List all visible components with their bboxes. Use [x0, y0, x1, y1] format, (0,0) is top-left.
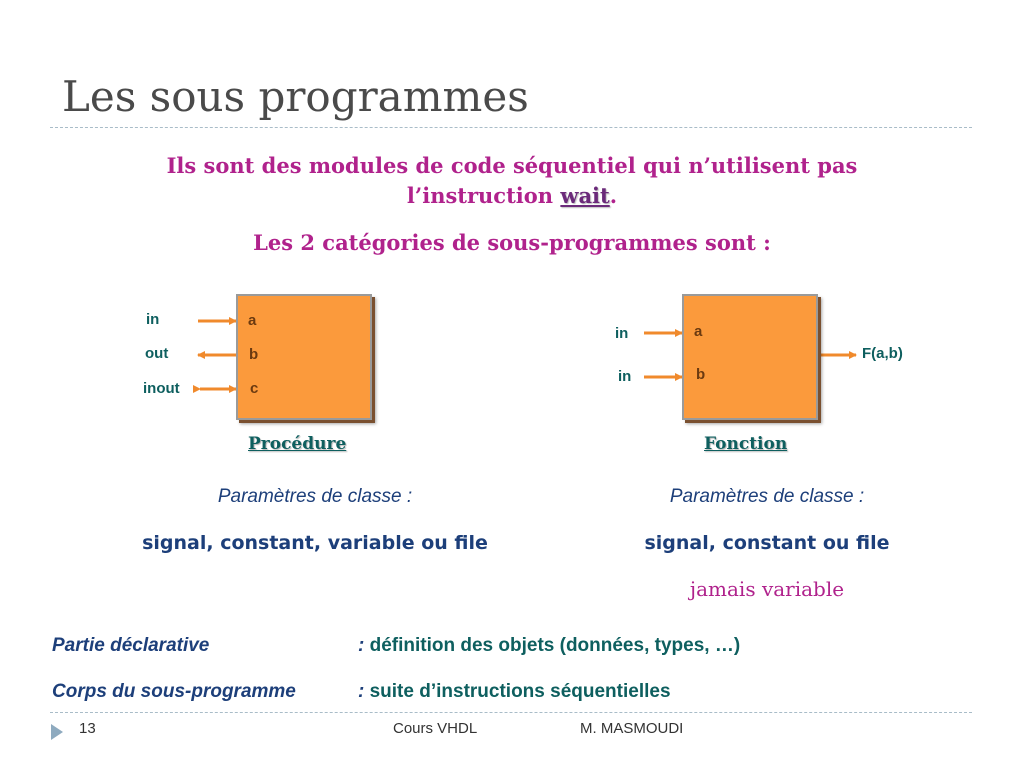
intro-line-1: Ils sont des modules de code séquentiel qui n’utilisent pas — [166, 153, 858, 178]
procedure-port-mode-in: in — [146, 311, 160, 328]
function-params-value: signal, constant ou file — [644, 532, 890, 554]
declaration-colon-2: : — [358, 681, 365, 702]
declaration-text-1: définition des objets (données, types, …) — [364, 635, 741, 656]
categories-line: Les 2 catégories de sous-programmes sont : — [253, 230, 771, 255]
function-port-mode-a: in — [615, 325, 629, 342]
intro-line-2-pre: l’instruction — [406, 183, 561, 208]
function-note: jamais variable — [689, 577, 845, 601]
procedure-port-mode-inout: inout — [143, 380, 180, 397]
footer-divider — [50, 712, 972, 713]
course-name: Cours VHDL — [393, 720, 478, 737]
function-param-a: a — [694, 323, 703, 340]
page-title: Les sous programmes — [62, 72, 529, 121]
procedure-params-value: signal, constant, variable ou file — [142, 532, 488, 554]
author-name: M. MASMOUDI — [580, 720, 684, 737]
bullet-triangle-icon — [50, 723, 64, 741]
declaration-text-2: suite d’instructions séquentielles — [364, 681, 671, 702]
procedure-param-c: c — [250, 380, 259, 397]
procedure-title: Procédure — [248, 434, 347, 454]
procedure-param-a: a — [248, 312, 257, 329]
procedure-params-label: Paramètres de classe : — [217, 486, 413, 507]
function-title: Fonction — [704, 434, 788, 454]
function-param-b: b — [696, 366, 706, 383]
declaration-value-2 — [358, 681, 671, 703]
declaration-colon-1: : — [358, 635, 365, 656]
procedure-port-mode-out: out — [145, 345, 169, 362]
function-output-label: F(a,b) — [862, 345, 903, 362]
declaration-key-2: Corps du sous-programme — [52, 681, 296, 702]
intro-line-2-post: . — [609, 183, 618, 208]
declaration-value-1 — [358, 635, 740, 657]
procedure-param-b: b — [249, 346, 259, 363]
declaration-key-1: Partie déclarative — [52, 635, 210, 656]
function-port-mode-b: in — [618, 368, 632, 385]
page-number: 13 — [79, 720, 96, 737]
function-box — [682, 294, 818, 420]
function-params-label: Paramètres de classe : — [669, 486, 865, 507]
wait-keyword: wait — [560, 183, 610, 208]
